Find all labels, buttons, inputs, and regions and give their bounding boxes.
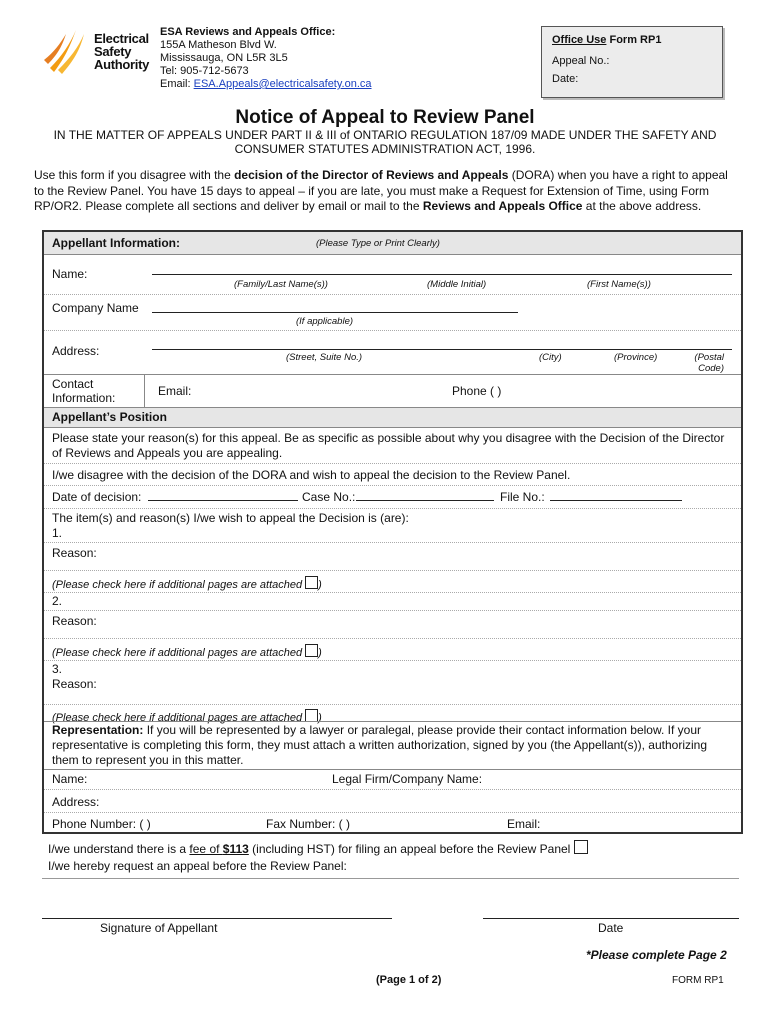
logo-line3: Authority (94, 57, 150, 72)
company-name-field[interactable] (152, 312, 518, 313)
complete-page2-note: *Please complete Page 2 (586, 948, 727, 962)
fee-checkbox[interactable] (574, 840, 588, 854)
reason-1-label: Reason: (52, 546, 97, 560)
form-id: FORM RP1 (672, 975, 724, 986)
case-no-label: Case No.: (302, 490, 356, 504)
attached-3-text: (Please check here if additional pages are attached (52, 712, 303, 724)
attached-1-checkbox[interactable] (305, 576, 318, 589)
office-addr2: Mississauga, ON L5R 3L5 (160, 52, 288, 64)
logo-line2: Safety (94, 44, 132, 59)
office-use-box (541, 26, 723, 98)
appellant-email-field[interactable] (224, 384, 444, 398)
page-number: (Page 1 of 2) (376, 974, 442, 986)
rep-address-label: Address: (52, 795, 100, 809)
reason-2-field[interactable] (124, 614, 724, 628)
office-heading: ESA Reviews and Appeals Office: (160, 26, 336, 38)
name-label: Name: (52, 267, 88, 281)
signature-label: Signature of Appellant (100, 921, 218, 935)
email-label: Email: (158, 384, 192, 398)
print-clearly-note: (Please Type or Print Clearly) (316, 238, 440, 249)
if-applicable-hint: (If applicable) (296, 316, 354, 327)
postal-hint-1: (Postal (694, 352, 724, 363)
position-heading: Appellant’s Position (52, 410, 167, 424)
signature-line[interactable] (42, 918, 392, 919)
item-3-number: 3. (52, 662, 63, 676)
attached-1-text: (Please check here if additional pages are attached (52, 579, 303, 591)
first-name-hint: (First Name(s)) (587, 279, 651, 290)
disagree-text: I/we disagree with the decision of the DORA and wish to appeal the decision to the Review Panel. (52, 468, 571, 482)
decision-date-field[interactable] (148, 500, 298, 501)
rep-name-label: Name: (52, 772, 88, 786)
reason-1-field[interactable] (124, 546, 724, 560)
representation-text: Representation: If you will be represented by a lawyer or paralegal, please provide their contact information below. If your representative is completing this form, they must attach a written authorization, signed by you (the Appellant(s)), authorizing them to represent you in this matter. (52, 723, 707, 767)
date-line[interactable] (483, 918, 739, 919)
decision-date-label: Date of decision: (52, 490, 142, 504)
appeal-form: Appellant Information: (Please Type or Print Clearly) Name: (Family/Last Name(s)) (Middle Initial) (First Name(s)) Company Name (If applicable) Address: (Street, Suite No.) (City) (Province) (Postal Code) Contact Information: Email: Phone ( ) Appellant’s Position Please state your reason(s) for this appeal. Be as specific as possible about why you disagree with the Decision of the Director of Reviews and Appeals you are appealing. I/we disagree with the decision of the DORA and wish to appeal the decision to the Review Panel. Date of decision: Case No.: File No.: The item(s) and reason(s) I/we wish to appeal the Decision is (are): 1. Reason: (Please check here if additional pages are attached ) 2. Reason: (Please check here if additional pages are attached ) 3. Reason: (Please check here if additional pages are attached ) Representation: If you will be represented by a lawyer or paralegal, please provide their contact information below. If your representative is completing this form, they must attach a written authorization, signed by you (the Appellant(s)), authorizing them to represent you in this matter. Name: Legal Firm/Company Name: Address: Phone Number: ( ) Fax Number: ( ) Email: (42, 230, 743, 834)
rep-phone-label: Phone Number: ( ) (52, 817, 151, 831)
fee-statement: I/we understand there is a fee of $113 (including HST) for filing an appeal before the Review Panel (48, 840, 588, 856)
items-label: The item(s) and reason(s) I/we wish to appeal the Decision is (are): (52, 511, 409, 525)
office-email-link[interactable]: ESA.Appeals@electricalsafety.on.ca (193, 78, 372, 90)
state-reasons-text: Please state your reason(s) for this appeal. Be as specific as possible about why you disagree with the Decision of the Director of Reviews and Appeals you are appealing. (52, 431, 725, 460)
contact-label-1: Contact (52, 377, 94, 391)
reason-3-label: Reason: (52, 677, 97, 691)
reason-2-label: Reason: (52, 614, 97, 628)
case-no-field[interactable] (356, 500, 494, 501)
attached-2-checkbox[interactable] (305, 644, 318, 657)
office-date-label: Date: (552, 73, 579, 85)
logo-swoosh-icon (40, 26, 92, 76)
phone-label: Phone ( ) (452, 384, 502, 398)
middle-initial-hint: (Middle Initial) (427, 279, 487, 290)
request-statement: I/we hereby request an appeal before the Review Panel: (48, 859, 347, 873)
office-use-title: Office Use (552, 34, 607, 46)
rep-fax-label: Fax Number: ( ) (266, 817, 351, 831)
office-address (160, 26, 440, 91)
matter-statement: IN THE MATTER OF APPEALS UNDER PART II & III of ONTARIO REGULATION 187/09 MADE UNDER THE SAFETY AND CONSUMER STATUTES ADMINISTRATION ACT, 1996. (53, 128, 717, 156)
city-hint: (City) (539, 352, 562, 363)
file-no-label: File No.: (500, 490, 545, 504)
office-email-label: Email: (160, 78, 191, 90)
family-name-hint: (Family/Last Name(s)) (234, 279, 328, 290)
esa-logo (40, 26, 150, 76)
address-label: Address: (52, 344, 100, 358)
contact-label-2: Information: (52, 391, 116, 405)
file-no-field[interactable] (550, 500, 682, 501)
item-1-number: 1. (52, 526, 63, 540)
reason-3-field[interactable] (124, 677, 724, 691)
appeal-no-label: Appeal No.: (552, 55, 610, 67)
logo-line1: Electrical (94, 31, 149, 46)
appellant-heading: Appellant Information: (52, 236, 180, 250)
company-label: Company Name (52, 301, 139, 315)
street-hint: (Street, Suite No.) (286, 352, 363, 363)
attached-2-text: (Please check here if additional pages are attached (52, 647, 303, 659)
appellant-address-field[interactable] (152, 349, 732, 350)
rep-firm-label: Legal Firm/Company Name: (332, 772, 483, 786)
item-2-number: 2. (52, 594, 63, 608)
office-use-form: Form RP1 (606, 34, 662, 46)
date-label: Date (598, 921, 624, 935)
intro-paragraph: Use this form if you disagree with the decision of the Director of Reviews and Appeals (DORA) when you have a right to appeal to the Review Panel. You have 15 days to appeal – if you are late, you must make a Request for Extension of Time, using Form RP/OR2. Please complete all sections and deliver by email or mail to the Reviews and Appeals Office at the above address. (34, 168, 728, 213)
office-tel: Tel: 905-712-5673 (160, 65, 249, 77)
rep-email-label: Email: (507, 817, 541, 831)
office-addr1: 155A Matheson Blvd W. (160, 39, 277, 51)
page-title: Notice of Appeal to Review Panel (235, 107, 535, 128)
postal-hint-2: Code) (698, 363, 724, 374)
appellant-name-field[interactable] (152, 274, 732, 275)
province-hint: (Province) (614, 352, 658, 363)
